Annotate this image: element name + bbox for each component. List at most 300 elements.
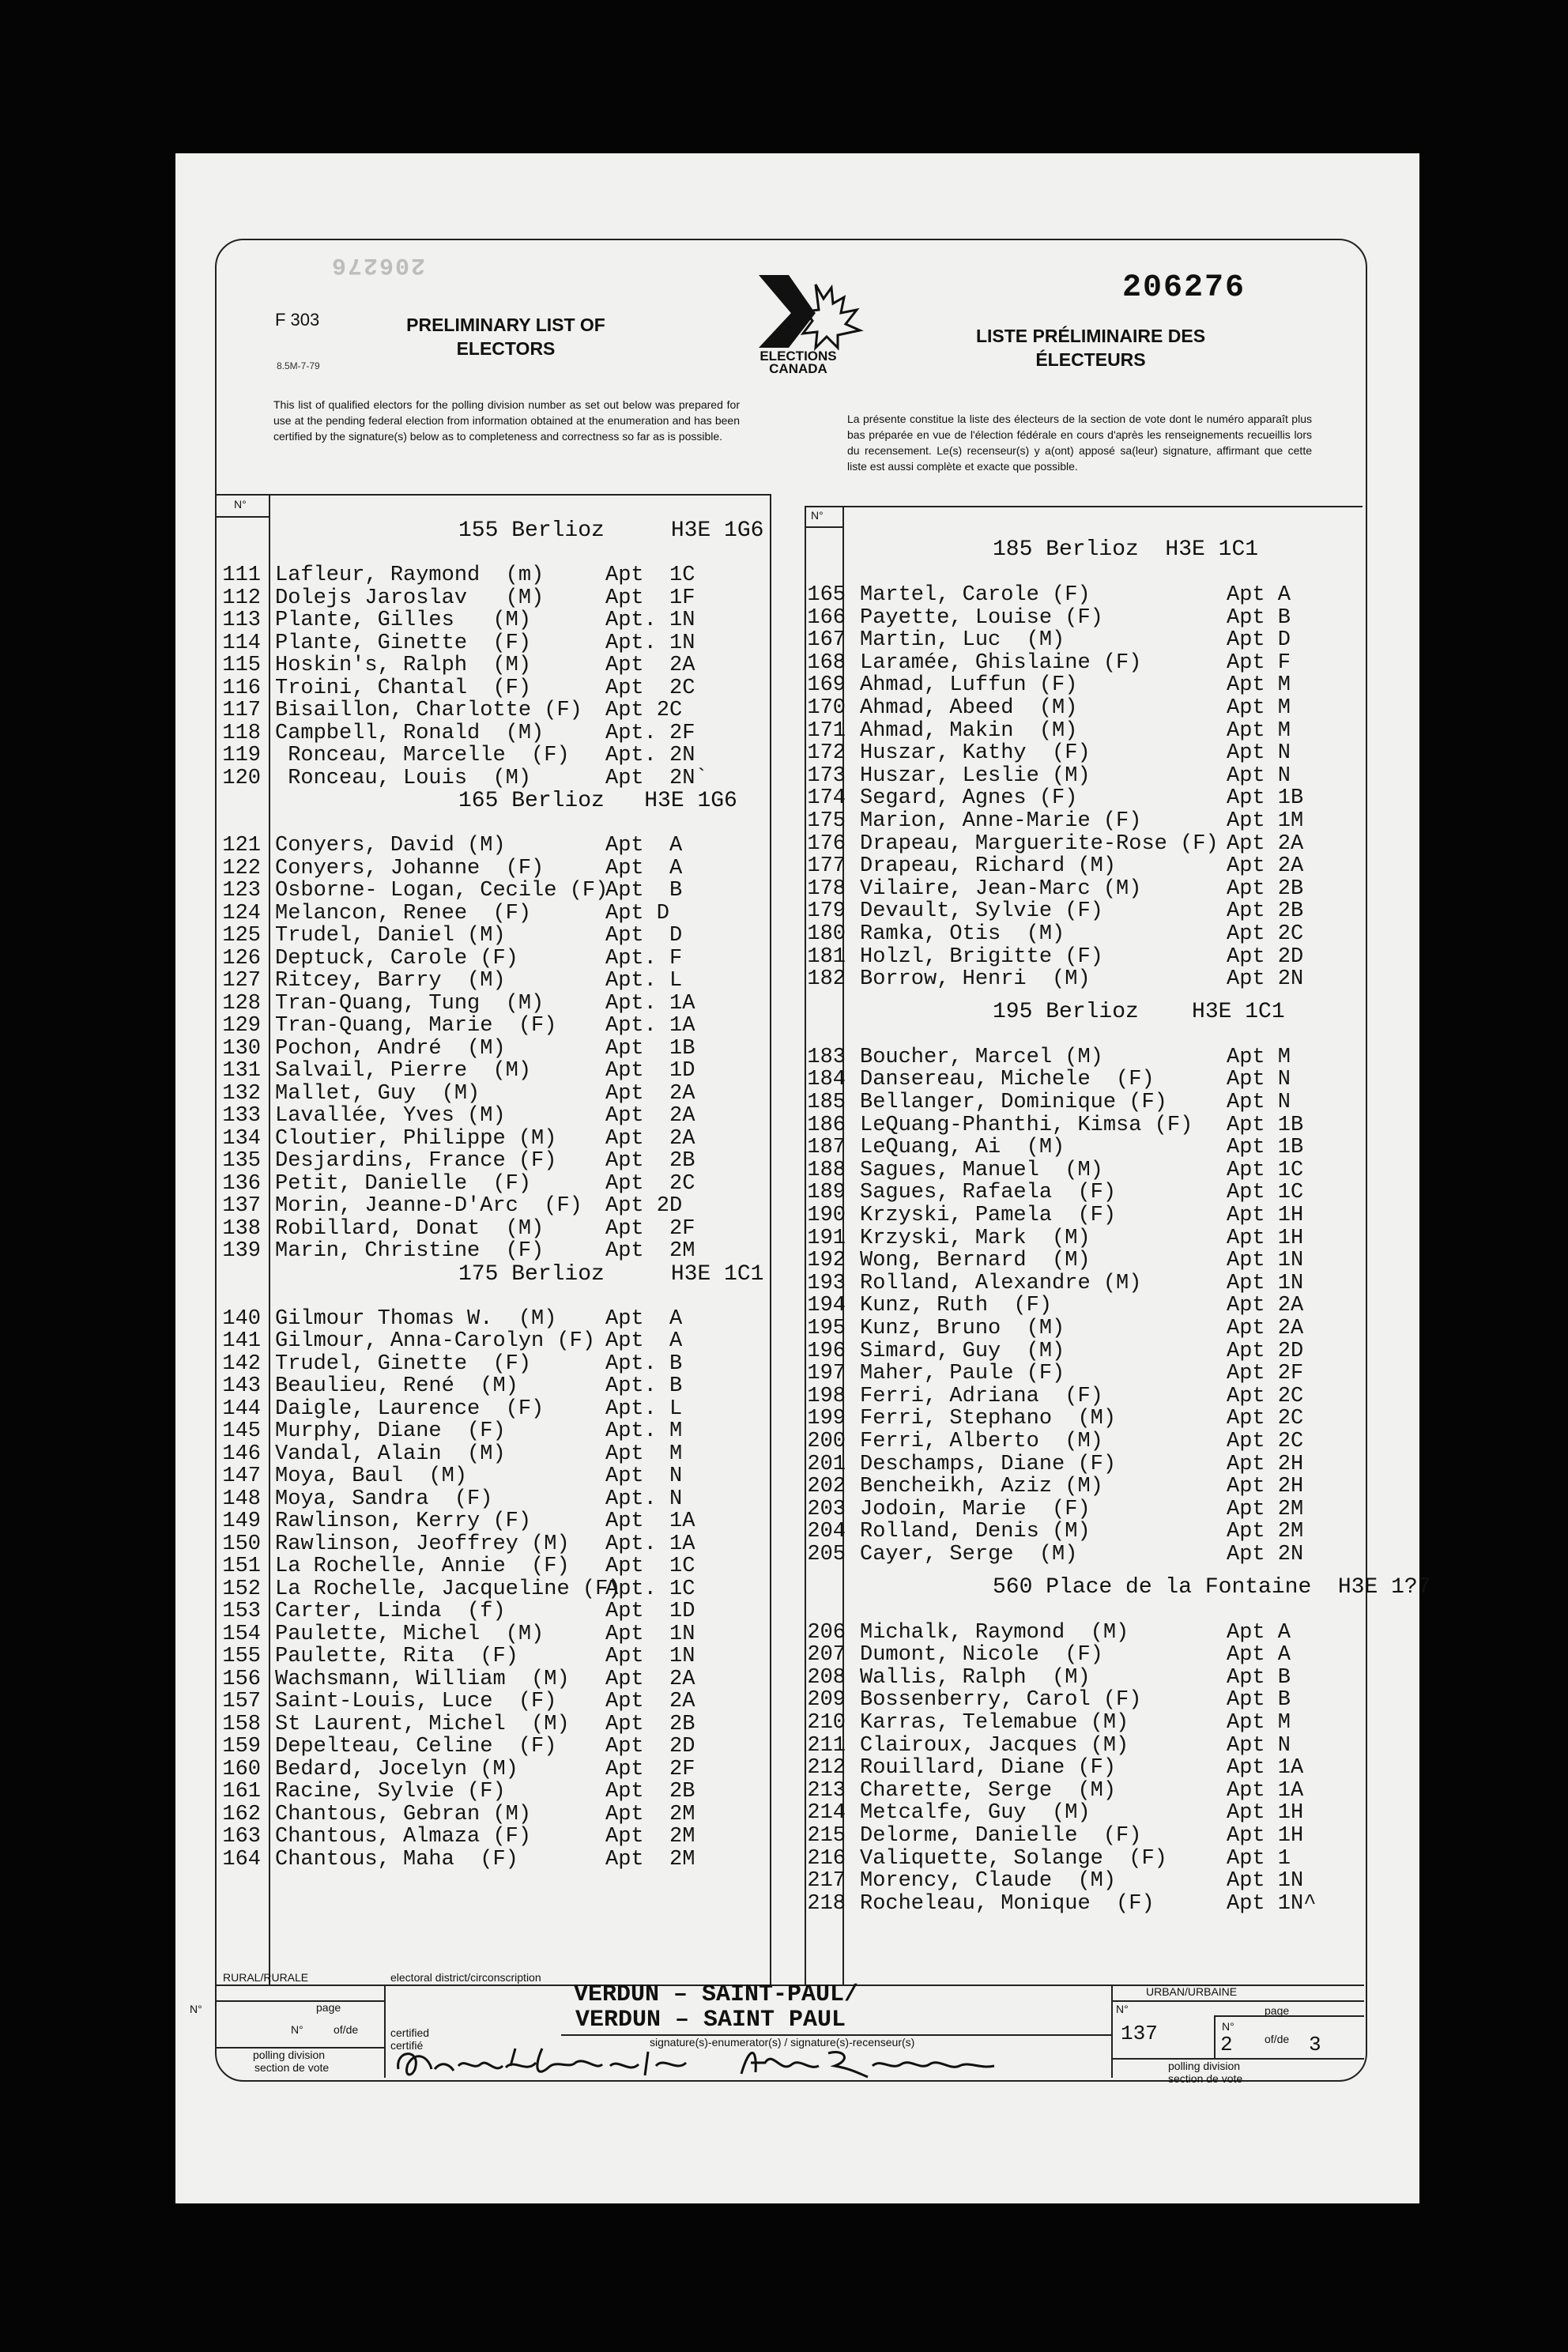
elector-apartment: Apt. 1N (605, 609, 695, 632)
address-heading: 175 Berlioz H3E 1C1 (458, 1261, 764, 1287)
elector-number: 142 (222, 1351, 261, 1376)
elector-apartment: Apt M (1227, 1045, 1291, 1069)
elector-apartment: Apt 2M (605, 1802, 695, 1826)
elector-number: 201 (807, 1452, 846, 1476)
elector-apartment: Apt 1B (1227, 1136, 1304, 1160)
rural-label: RURAL/RURALE (223, 1971, 309, 1984)
elector-number: 153 (222, 1600, 261, 1623)
elector-name: Osborne- Logan, Cecile (F) (275, 879, 609, 903)
elector-number: 135 (222, 1149, 261, 1173)
elector-apartment: Apt 2M (605, 1847, 695, 1871)
elector-apartment: Apt 2C (605, 676, 695, 700)
title-english: PRELIMINARY LIST OF ELECTORS (406, 315, 605, 359)
elector-name: Rouillard, Diane (F) (860, 1756, 1117, 1781)
rural-page-no-label: N° (291, 2023, 303, 2036)
urban-polling-en: polling division (1168, 2060, 1241, 2072)
elector-apartment: Apt 1C (1227, 1158, 1304, 1182)
elector-apartment: Apt 1C (605, 564, 695, 587)
elector-apartment: Apt 2A (605, 1126, 695, 1151)
elector-name: Pochon, André (M) (275, 1036, 506, 1061)
elector-number: 136 (222, 1171, 261, 1196)
elector-name: LeQuang-Phanthi, Kimsa (F) (860, 1113, 1193, 1137)
elector-number: 210 (807, 1711, 846, 1735)
form-code: 8.5M-7-79 (277, 360, 320, 371)
elector-name: Bencheikh, Aziz (M) (860, 1475, 1103, 1499)
elector-name: Robillard, Donat (M) (275, 1216, 545, 1241)
elector-number: 144 (222, 1396, 261, 1421)
elector-apartment: Apt N (1227, 1733, 1291, 1758)
elector-apartment: Apt. M (605, 1419, 683, 1443)
elector-number: 208 (807, 1665, 846, 1690)
elector-apartment: Apt 1N (1227, 1271, 1304, 1295)
elector-number: 116 (222, 676, 261, 700)
right-no-line (805, 526, 842, 528)
elector-number: 180 (807, 922, 846, 946)
elector-apartment: Apt 2A (605, 1667, 695, 1691)
elector-name: Clairoux, Jacques (M) (860, 1733, 1129, 1758)
elector-number: 145 (222, 1419, 261, 1443)
elector-number: 190 (807, 1204, 846, 1227)
elector-name: Ramka, Otis (M) (860, 922, 1065, 946)
elector-name: Tran-Quang, Marie (F) (275, 1014, 557, 1038)
elector-number: 128 (222, 991, 261, 1016)
elector-apartment: Apt 1F (605, 586, 695, 610)
elector-name: Wallis, Ralph (M) (860, 1665, 1091, 1690)
elector-number: 115 (222, 654, 261, 677)
elector-name: Bellanger, Dominique (F) (860, 1091, 1167, 1114)
elector-name: Trudel, Ginette (F) (275, 1351, 532, 1376)
elector-name: Gilmour Thomas W. (M) (275, 1306, 557, 1331)
address-heading: 195 Berlioz H3E 1C1 (993, 999, 1285, 1024)
elector-apartment: Apt A (1227, 583, 1291, 607)
elector-name: Chantous, Gebran (M) (275, 1802, 532, 1826)
elector-apartment: Apt M (1227, 696, 1291, 720)
elector-name: Charette, Serge (M) (860, 1778, 1117, 1803)
elector-name: Lavallée, Yves (M) (275, 1104, 506, 1128)
elector-number: 193 (807, 1271, 846, 1295)
left-number-divider (269, 494, 270, 1984)
district-label: electoral district/circonscription (390, 1971, 541, 1984)
elector-name: Ferri, Adriana (F) (860, 1384, 1103, 1408)
right-header-line (805, 506, 1363, 507)
elector-apartment: Apt 2H (1227, 1475, 1304, 1499)
elector-apartment: Apt 2M (1227, 1520, 1304, 1544)
elector-name: Racine, Sylvie (F) (275, 1780, 506, 1804)
elector-apartment: Apt 2C (605, 699, 683, 722)
elector-name: Chantous, Maha (F) (275, 1847, 518, 1871)
elector-name: Boucher, Marcel (M) (860, 1045, 1103, 1069)
elector-apartment: Apt N (1227, 1091, 1291, 1114)
elector-name: Tran-Quang, Tung (M) (275, 991, 545, 1016)
elector-name: St Laurent, Michel (M) (275, 1712, 570, 1736)
elector-apartment: Apt 1 (1227, 1846, 1291, 1871)
elector-name: Morin, Jeanne-D'Arc (F) (275, 1194, 582, 1218)
elector-name: Ahmad, Makin (M) (860, 718, 1078, 743)
elector-name: Devault, Sylvie (F) (860, 899, 1103, 924)
elector-apartment: Apt 2C (1227, 1430, 1304, 1453)
urban-page-divider (1214, 2015, 1216, 2058)
elector-number: 211 (807, 1733, 846, 1758)
elector-number: 164 (222, 1847, 261, 1871)
footer-left-divider (384, 1984, 386, 2078)
elector-number: 209 (807, 1688, 846, 1713)
elector-apartment: Apt 1N^ (1227, 1891, 1317, 1916)
elector-number: 183 (807, 1045, 846, 1069)
form-number: F 303 (275, 310, 320, 330)
elector-number: 194 (807, 1294, 846, 1318)
elector-apartment: Apt 1B (1227, 786, 1304, 811)
elector-number: 181 (807, 944, 846, 969)
elector-number: 170 (807, 696, 846, 720)
elector-number: 160 (222, 1757, 261, 1781)
elector-number: 129 (222, 1014, 261, 1038)
elector-apartment: Apt N (1227, 763, 1291, 788)
elector-apartment: Apt 1N (605, 1645, 695, 1668)
elector-number: 188 (807, 1158, 846, 1182)
elector-name: Krzyski, Mark (M) (860, 1226, 1091, 1250)
elector-apartment: Apt 2B (1227, 899, 1304, 924)
elector-name: La Rochelle, Jacqueline (F) (275, 1577, 621, 1601)
rural-no-label: N° (190, 2003, 202, 2015)
elector-name: Marin, Christine (F) (275, 1239, 545, 1263)
elector-apartment: Apt 2A (605, 1104, 695, 1128)
elector-number: 122 (222, 856, 261, 880)
elector-apartment: Apt 2A (1227, 1317, 1304, 1340)
elector-number: 121 (222, 834, 261, 858)
elector-number: 140 (222, 1306, 261, 1331)
elector-number: 131 (222, 1059, 261, 1083)
elector-name: Huszar, Leslie (M) (860, 763, 1091, 788)
elector-number: 206 (807, 1620, 846, 1645)
elector-number: 150 (222, 1532, 261, 1556)
electoral-district-line2: VERDUN – SAINT PAUL (575, 2007, 846, 2034)
elector-name: Drapeau, Marguerite-Rose (F) (860, 831, 1219, 856)
elector-apartment: Apt 1M (1227, 809, 1304, 833)
elector-number: 182 (807, 967, 846, 992)
elector-number: 125 (222, 924, 261, 948)
elector-apartment: Apt M (1227, 1711, 1291, 1735)
elector-name: Bedard, Jocelyn (M) (275, 1757, 518, 1781)
elector-apartment: Apt. 1C (605, 1577, 695, 1601)
elector-name: Ritcey, Barry (M) (275, 969, 506, 993)
elector-apartment: Apt 1A (1227, 1756, 1304, 1781)
elector-apartment: Apt 1C (605, 1555, 695, 1578)
certified-label-fr: certifié (390, 2039, 424, 2052)
elector-number: 199 (807, 1407, 846, 1431)
elector-name: Morency, Claude (M) (860, 1869, 1117, 1894)
elector-name: Campbell, Ronald (M) (275, 721, 545, 745)
elector-number: 195 (807, 1317, 846, 1340)
elector-name: Rolland, Alexandre (M) (860, 1271, 1142, 1295)
elector-number: 172 (807, 741, 846, 766)
address-heading: 560 Place de la Fontaine H3E 1?7 (993, 1574, 1431, 1600)
elector-number: 165 (807, 583, 846, 607)
rural-polling-en: polling division (253, 2049, 326, 2061)
elector-name: Moya, Baul (M) (275, 1464, 468, 1488)
elector-name: Trudel, Daniel (M) (275, 924, 506, 948)
elector-apartment: Apt. N (605, 1487, 683, 1511)
enumerator-signature-2 (733, 2042, 1018, 2085)
rural-polling-fr: section de vote (254, 2061, 330, 2074)
rural-of-label: of/de (334, 2023, 359, 2036)
elector-number: 207 (807, 1643, 846, 1668)
elector-apartment: Apt. L (605, 1396, 683, 1421)
elector-apartment: Apt 1A (1227, 1778, 1304, 1803)
electoral-district-line1: VERDUN – SAINT-PAUL/ (574, 1981, 859, 2008)
elector-apartment: Apt 1A (605, 1510, 695, 1533)
elector-number: 169 (807, 673, 846, 698)
elector-number: 119 (222, 744, 261, 767)
elector-name: Kunz, Ruth (F) (860, 1294, 1053, 1318)
elector-number: 146 (222, 1442, 261, 1466)
elector-number: 156 (222, 1667, 261, 1691)
elector-apartment: Apt 2C (605, 1171, 695, 1196)
elector-name: Deschamps, Diane (F) (860, 1452, 1117, 1476)
elector-name: Segard, Agnes (F) (860, 786, 1078, 811)
elector-number: 168 (807, 650, 846, 675)
polling-division-number: 137 (1121, 2022, 1158, 2045)
elector-name: Payette, Louise (F) (860, 605, 1103, 630)
elector-name: Carter, Linda (f) (275, 1600, 506, 1623)
elector-number: 123 (222, 879, 261, 903)
elector-apartment: Apt. 2F (605, 721, 695, 745)
elector-apartment: Apt. 1A (605, 991, 695, 1016)
elector-number: 117 (222, 699, 261, 722)
elector-apartment: Apt 2B (605, 1149, 695, 1173)
elector-name: Plante, Gilles (M) (275, 609, 532, 632)
elector-apartment: Apt A (1227, 1643, 1291, 1668)
elector-number: 174 (807, 786, 846, 811)
footer-right-divider (1111, 1984, 1113, 2078)
elector-apartment: Apt 2F (605, 1216, 695, 1241)
elector-number: 187 (807, 1136, 846, 1160)
elector-name: Martel, Carole (F) (860, 583, 1091, 607)
elector-number: 166 (807, 605, 846, 630)
elector-name: Hoskin's, Ralph (M) (275, 654, 532, 677)
elector-apartment: Apt 1B (1227, 1113, 1304, 1137)
elector-number: 133 (222, 1104, 261, 1128)
elector-number: 214 (807, 1801, 846, 1826)
elector-name: Ahmad, Abeed (M) (860, 696, 1078, 720)
elector-name: Gilmour, Anna-Carolyn (F) (275, 1329, 596, 1353)
elector-name: Mallet, Guy (M) (275, 1081, 481, 1106)
elector-apartment: Apt 2D (605, 1735, 695, 1758)
elector-apartment: Apt 2D (1227, 1339, 1304, 1363)
elector-name: Rawlinson, Kerry (F) (275, 1510, 532, 1533)
elector-name: Simard, Guy (M) (860, 1339, 1065, 1363)
elector-number: 200 (807, 1430, 846, 1453)
elector-name: Vandal, Alain (M) (275, 1442, 506, 1466)
elector-apartment: Apt B (1227, 1688, 1291, 1713)
elector-apartment: Apt 2A (605, 654, 695, 677)
elector-apartment: Apt. 2N (605, 744, 695, 767)
elector-number: 213 (807, 1778, 846, 1803)
urban-of-label: of/de (1265, 2033, 1290, 2045)
elector-number: 204 (807, 1520, 846, 1544)
elector-number: 151 (222, 1555, 261, 1578)
elector-name: Karras, Telemabue (M) (860, 1711, 1129, 1735)
elector-number: 148 (222, 1487, 261, 1511)
elector-number: 196 (807, 1339, 846, 1363)
elector-number: 186 (807, 1113, 846, 1137)
elector-apartment: Apt D (605, 924, 683, 948)
elector-apartment: Apt A (605, 834, 683, 858)
elector-number: 202 (807, 1475, 846, 1499)
elector-name: Desjardins, France (F) (275, 1149, 557, 1173)
elector-number: 132 (222, 1081, 261, 1106)
elector-apartment: Apt 2B (605, 1780, 695, 1804)
elector-apartment: Apt 2D (1227, 944, 1304, 969)
elector-apartment: Apt. 1N (605, 631, 695, 655)
elector-number: 159 (222, 1735, 261, 1758)
elector-apartment: Apt 2M (605, 1239, 695, 1263)
elector-apartment: Apt 1H (1227, 1226, 1304, 1250)
elector-name: Krzyski, Pamela (F) (860, 1204, 1117, 1227)
elector-name: Martin, Luc (M) (860, 628, 1065, 653)
elector-name: Marion, Anne-Marie (F) (860, 809, 1142, 833)
elector-number: 138 (222, 1216, 261, 1241)
right-no-label: N° (811, 509, 824, 522)
elector-number: 184 (807, 1068, 846, 1092)
elector-apartment: Apt A (1227, 1620, 1291, 1645)
elector-number: 217 (807, 1869, 846, 1894)
elector-name: Conyers, Johanne (F) (275, 856, 545, 880)
elector-apartment: Apt A (605, 1306, 683, 1331)
certified-label-en: certified (390, 2026, 430, 2039)
elector-name: Paulette, Rita (F) (275, 1645, 518, 1668)
elector-name: Cayer, Serge (M) (860, 1543, 1078, 1566)
elector-name: Moya, Sandra (F) (275, 1487, 493, 1511)
elector-name: Valiquette, Solange (F) (860, 1846, 1167, 1871)
left-no-label: N° (234, 498, 247, 511)
elector-apartment: Apt M (605, 1442, 683, 1466)
elector-apartment: Apt 2F (605, 1757, 695, 1781)
elector-apartment: Apt 2A (1227, 1294, 1304, 1318)
elector-name: Sagues, Rafaela (F) (860, 1181, 1117, 1205)
elector-number: 162 (222, 1802, 261, 1826)
elector-apartment: Apt A (605, 1329, 683, 1353)
elector-apartment: Apt A (605, 856, 683, 880)
elector-apartment: Apt M (1227, 673, 1291, 698)
urban-no-label: N° (1116, 2003, 1129, 2015)
address-heading: 165 Berlioz H3E 1G6 (458, 789, 737, 813)
elector-apartment: Apt 1H (1227, 1824, 1304, 1848)
elector-number: 118 (222, 721, 261, 745)
elector-apartment: Apt 2N (1227, 967, 1304, 992)
elector-name: Deptuck, Carole (F) (275, 946, 518, 971)
elector-number: 192 (807, 1249, 846, 1273)
elector-apartment: Apt N (605, 1464, 683, 1488)
elector-apartment: Apt B (1227, 605, 1291, 630)
elector-apartment: Apt D (1227, 628, 1291, 653)
elector-name: Wachsmann, William (M) (275, 1667, 570, 1691)
elector-apartment: Apt 2A (605, 1081, 695, 1106)
elector-number: 179 (807, 899, 846, 924)
elector-name: Wong, Bernard (M) (860, 1249, 1091, 1273)
elector-name: Melancon, Renee (F) (275, 901, 532, 925)
elector-name: Kunz, Bruno (M) (860, 1317, 1065, 1340)
urban-page-label: page (1265, 2004, 1290, 2017)
address-heading: 185 Berlioz H3E 1C1 (993, 537, 1259, 562)
urban-page-no-label: N° (1222, 2020, 1234, 2033)
elector-number: 137 (222, 1194, 261, 1218)
elector-number: 143 (222, 1374, 261, 1398)
elector-apartment: Apt 1H (1227, 1204, 1304, 1227)
elector-name: Vilaire, Jean-Marc (M) (860, 876, 1142, 901)
urban-label-line (1111, 2000, 1364, 2002)
elector-apartment: Apt 2B (1227, 876, 1304, 901)
elector-number: 218 (807, 1891, 846, 1916)
elector-apartment: Apt 1N (1227, 1249, 1304, 1273)
elector-number: 163 (222, 1825, 261, 1849)
elector-name: Troini, Chantal (F) (275, 676, 532, 700)
elector-apartment: Apt F (1227, 650, 1291, 675)
elector-number: 152 (222, 1577, 261, 1601)
elector-name: Murphy, Diane (F) (275, 1419, 506, 1443)
elector-apartment: Apt. 1A (605, 1014, 695, 1038)
svg-text:CANADA: CANADA (769, 361, 827, 375)
left-no-line (217, 516, 269, 518)
elector-name: Huszar, Kathy (F) (860, 741, 1091, 766)
elector-number: 113 (222, 609, 261, 632)
elector-name: Plante, Ginette (F) (275, 631, 532, 655)
elector-number: 212 (807, 1756, 846, 1781)
left-header-line (217, 494, 770, 496)
elector-number: 147 (222, 1464, 261, 1488)
urban-label: URBAN/URBAINE (1146, 1985, 1238, 1998)
elector-apartment: Apt 2B (605, 1712, 695, 1736)
elector-apartment: Apt. F (605, 946, 683, 971)
elector-apartment: Apt 1B (605, 1036, 695, 1061)
elector-name: Metcalfe, Guy (M) (860, 1801, 1091, 1826)
address-heading: 155 Berlioz H3E 1G6 (458, 518, 764, 543)
elector-number: 171 (807, 718, 846, 743)
elector-apartment: Apt 2H (1227, 1452, 1304, 1476)
serial-number: 206276 (1122, 270, 1246, 306)
intro-english: This list of qualified electors for the polling division number as set out below was prepared for use at the pending federal election from information obtained at the enumeration and has been certified by the signature(s) below as to completeness and correctness so far as is possible. (273, 398, 740, 443)
elector-number: 178 (807, 876, 846, 901)
elector-apartment: Apt B (605, 879, 683, 903)
elector-apartment: Apt D (605, 901, 670, 925)
elector-apartment: Apt. L (605, 969, 683, 993)
elector-name: Sagues, Manuel (M) (860, 1158, 1103, 1182)
elector-number: 197 (807, 1362, 846, 1386)
elector-number: 167 (807, 628, 846, 653)
elector-number: 120 (222, 766, 261, 790)
elector-apartment: Apt 2C (1227, 922, 1304, 946)
svg-text:ELECTIONS: ELECTIONS (760, 349, 837, 364)
elector-apartment: Apt 2C (1227, 1384, 1304, 1408)
elector-name: Borrow, Henri (M) (860, 967, 1091, 992)
elector-name: Jodoin, Marie (F) (860, 1497, 1091, 1521)
elector-number: 141 (222, 1329, 261, 1353)
elector-number: 130 (222, 1036, 261, 1061)
elector-apartment: Apt N (1227, 1068, 1291, 1092)
elector-name: Conyers, David (M) (275, 834, 506, 858)
elector-name: Paulette, Michel (M) (275, 1622, 545, 1646)
elector-number: 216 (807, 1846, 846, 1871)
elector-name: Daigle, Laurence (F) (275, 1396, 545, 1421)
elector-name: Maher, Paule (F) (860, 1362, 1065, 1386)
elector-name: Holzl, Brigitte (F) (860, 944, 1103, 969)
page-total: 3 (1309, 2033, 1321, 2056)
elector-name: Bossenberry, Carol (F) (860, 1688, 1142, 1713)
elector-name: Rocheleau, Monique (F) (860, 1891, 1155, 1916)
elector-number: 158 (222, 1712, 261, 1736)
elector-apartment: Apt 2D (605, 1194, 683, 1218)
elector-number: 134 (222, 1126, 261, 1151)
rural-label-line (217, 2000, 384, 2002)
